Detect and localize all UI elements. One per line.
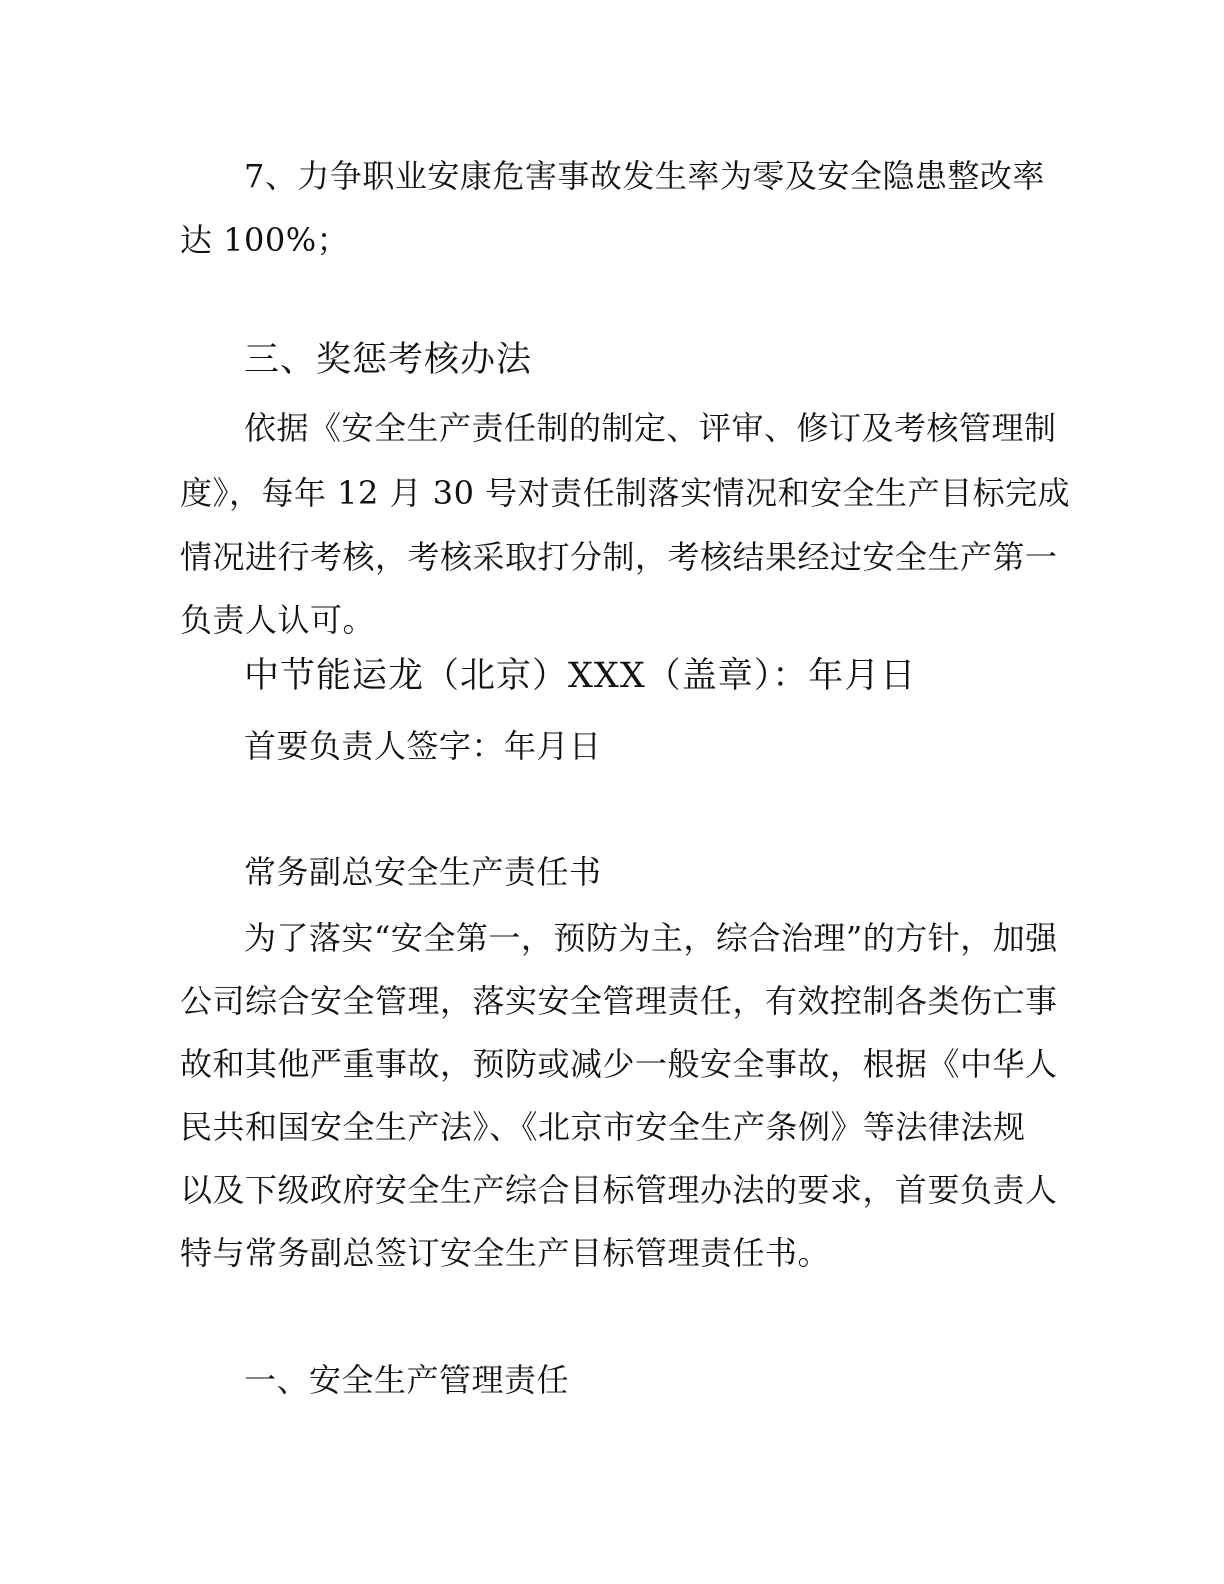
company-seal-line: 中节能运龙（北京）XXX（盖章）：年月日 [244,656,917,696]
item-7-line-1: 7、力争职业安康危害事故发生率为零及安全隐患整改率 [244,157,1045,195]
person-signature-line: 首要负责人签字：年月日 [244,727,602,765]
section-3-paragraph-line: 度》，每年 12 月 30 号对责任制落实情况和安全生产目标完成 [180,474,1071,512]
letter-title: 常务副总安全生产责任书 [244,853,602,891]
section-1-heading: 一、安全生产管理责任 [244,1361,570,1399]
section-3-paragraph-line: 情况进行考核，考核采取打分制，考核结果经过安全生产第一 [180,538,1058,576]
letter-paragraph-line: 公司综合安全管理，落实安全管理责任，有效控制各类伤亡事 [180,982,1058,1020]
letter-paragraph-line: 以及下级政府安全生产综合目标管理办法的要求，首要负责人 [180,1171,1058,1209]
section-3-paragraph-line: 负责人认可。 [180,601,376,639]
letter-paragraph-line: 民共和国安全生产法》、《北京市安全生产条例》等法律法规 [180,1108,1026,1146]
section-3-paragraph-line: 依据《安全生产责任制的制定、评审、修订及考核管理制 [244,409,1057,447]
letter-paragraph-line: 为了落实“安全第一，预防为主，综合治理”的方针，加强 [244,919,1058,957]
item-7-line-2: 达 100%； [180,221,350,259]
letter-paragraph-line: 特与常务副总签订安全生产目标管理责任书。 [180,1234,831,1272]
letter-paragraph-line: 故和其他严重事故，预防或减少一般安全事故，根据《中华人 [180,1045,1058,1083]
section-3-heading: 三、奖惩考核办法 [244,340,533,380]
